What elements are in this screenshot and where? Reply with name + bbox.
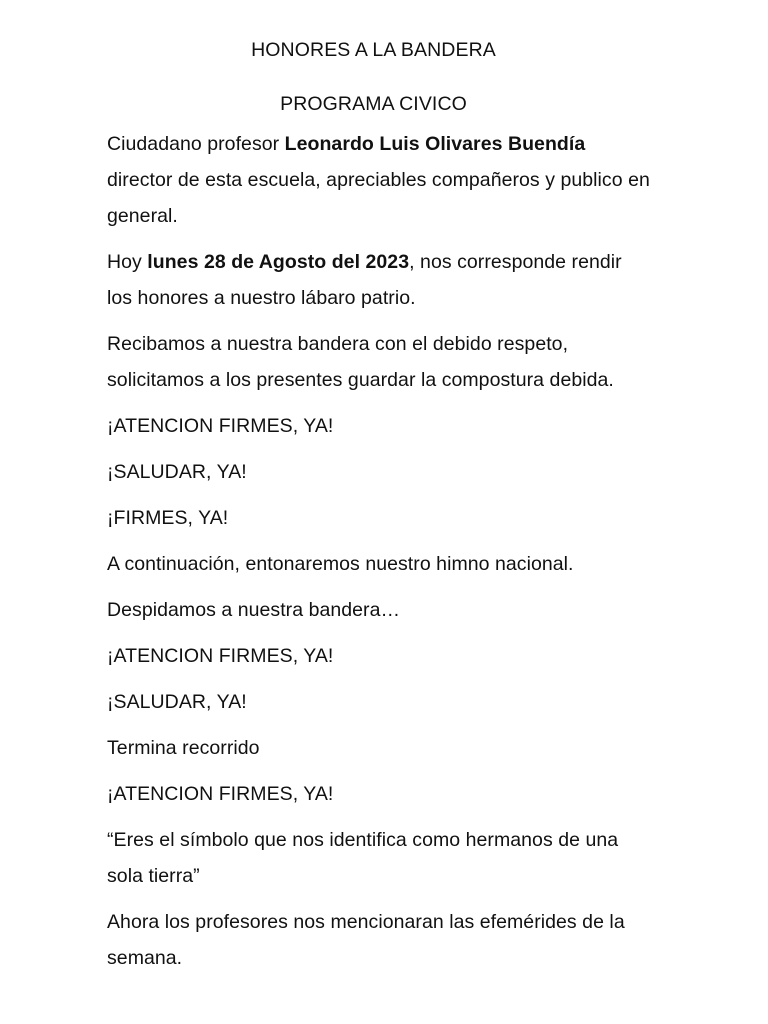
greeting-text-end: director de esta escuela, apreciables compañeros y publico en general. [107, 169, 650, 227]
paragraph-ephemerides: Ahora los profesores nos mencionaran las efemérides de la semana. [107, 911, 625, 969]
date-text-start: Hoy [107, 251, 148, 273]
paragraph-farewell: Despidamos a nuestra bandera… [107, 599, 401, 621]
document-title: HONORES A LA BANDERA [251, 39, 496, 61]
paragraph-anthem: A continuación, entonaremos nuestro himno nacional. [107, 553, 574, 575]
document-subtitle: PROGRAMA CIVICO [280, 93, 467, 115]
greeting-text-start: Ciudadano profesor [107, 133, 285, 155]
paragraph-receive-flag: Recibamos a nuestra bandera con el debido respeto, solicitamos a los presentes guardar la compostura debida. [107, 333, 614, 391]
command-firm: ¡FIRMES, YA! [107, 507, 229, 529]
document-page [107, 36, 652, 986]
director-name: Leonardo Luis Olivares Buendía [284, 133, 586, 155]
command-salute-2: ¡SALUDAR, YA! [107, 691, 247, 713]
command-salute-1: ¡SALUDAR, YA! [107, 461, 247, 483]
paragraph-end-tour: Termina recorrido [107, 737, 260, 759]
paragraph-date [107, 244, 652, 316]
date-text-end: , nos corresponde rendir los honores a nuestro lábaro patrio. [107, 251, 622, 309]
paragraph-quote: “Eres el símbolo que nos identifica como hermanos de una sola tierra” [107, 829, 619, 887]
command-attention-3: ¡ATENCION FIRMES, YA! [107, 783, 334, 805]
ceremony-date: lunes 28 de Agosto del 2023 [147, 251, 410, 273]
command-attention-2: ¡ATENCION FIRMES, YA! [107, 645, 334, 667]
paragraph-greeting [107, 126, 652, 234]
command-attention-1: ¡ATENCION FIRMES, YA! [107, 415, 334, 437]
